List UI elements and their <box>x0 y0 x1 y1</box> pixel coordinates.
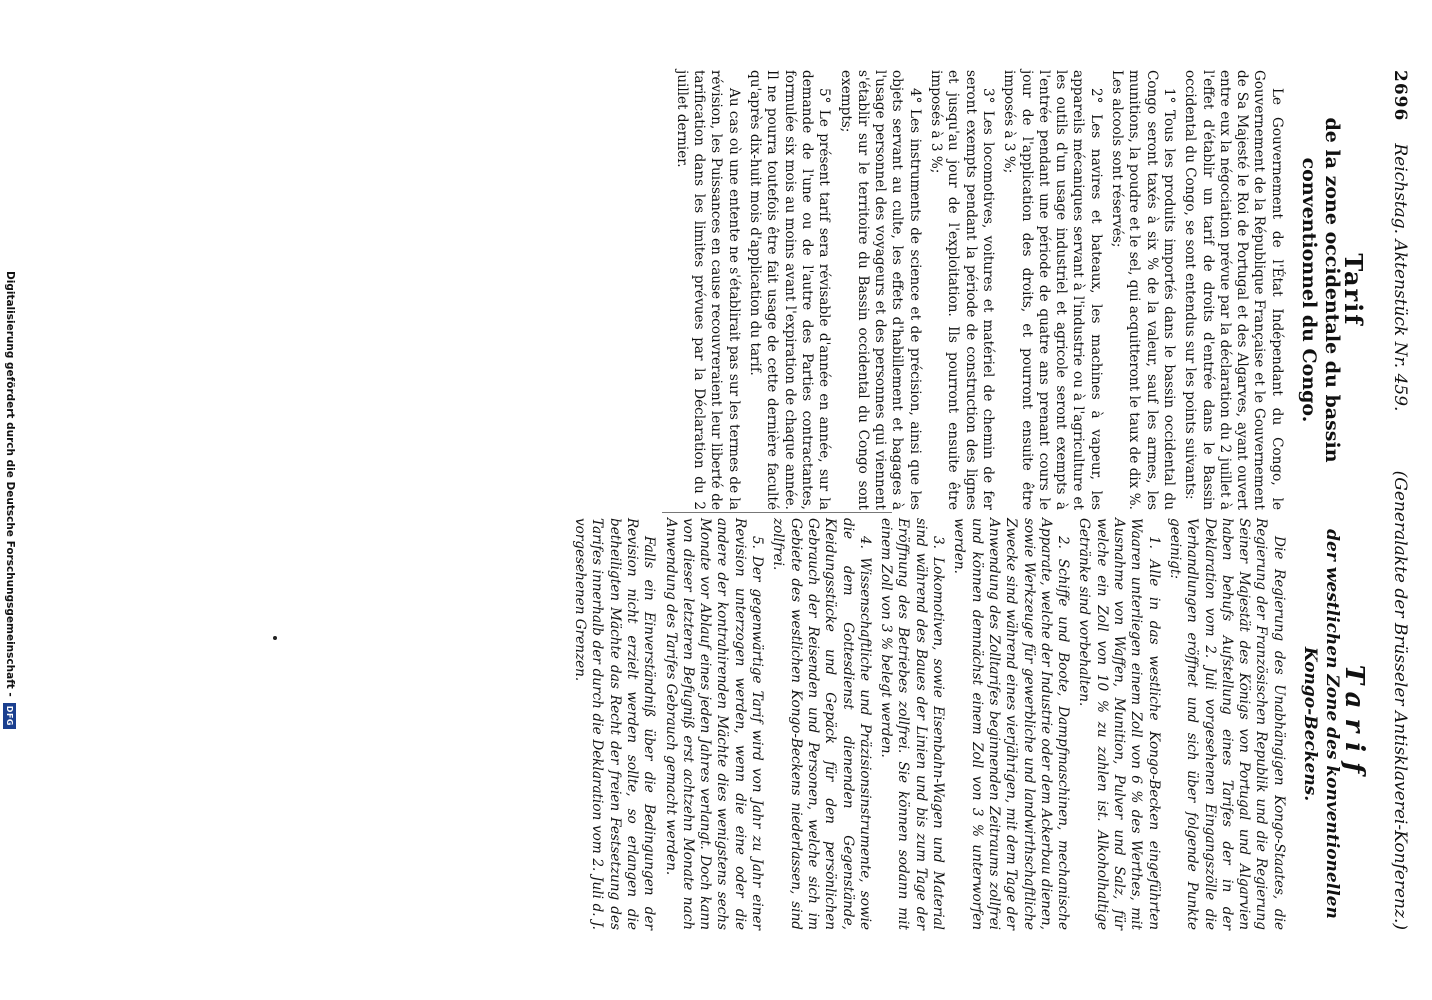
german-subtitle: der westlichen Zone des konventionellen Kongo-Beckens. <box>1299 529 1342 919</box>
german-paragraph: 4. Wissenschaftliche und Präzisionsinstrumente, sowie die dem Gottesdienst dienenden Gegenstände, Kleidungsstücke und Gepäck für den persönlichen Gebrauch der Reisenden und Personen, welche sich im Gebiete des westlichen Kongo-Beckens niederlassen, sind zollfrei. <box>770 518 873 930</box>
conference-title: (Generalakte der Brüsseler Antisklaverei-Konferenz.) <box>1390 470 1410 930</box>
french-title: Tarif <box>1339 253 1368 327</box>
german-paragraph: 1. Alle in das westliche Kongo-Becken eingeführten Waaren unterliegen einem Zoll von 6 % des Werthes, mit Ausnahme von Waffen, Munition, Pulver und Salz, für welche ein Zoll von 10 % zu zahlen ist. Alkoholhaltige Getränke sind vorbehalten. <box>1076 518 1162 930</box>
footer-text: Digitalisierung gefördert durch die Deutsche Forschungsgemeinschaft - <box>4 271 16 697</box>
german-paragraph: Falls ein Einverständniß über die Bedingungen der Revision nicht erzielt werden sollte, so erlangen die betheiligten Mächte das Recht der freien Festsetzung des Tarifes innerhalb der durch die Deklaration vom 2. Juli d. J. vorgesehenen Grenzen. <box>572 518 658 930</box>
german-paragraph: 3. Lokomotiven, sowie Eisenbahn-Wagen und Material sind während des Baues der Linien und bis zum Tage der Eröffnung des Betriebes zollfrei. Sie können sodann mit einem Zoll von 3 % belegt werden. <box>878 518 947 930</box>
french-paragraph: 1° Tous les produits importés dans le bassin occidental du Congo seront taxés à six % de la valeur, sauf les armes, les munitions, la poudre et le sel, qui acquitteront le taux de dix %. Les alcools sont réservés; <box>1109 70 1177 510</box>
french-paragraph: Le Gouvernement de l'État Indépendant du Congo, le Gouvernement de la République Française et le Gouvernement de Sa Majesté le Roi de Portugal et des Algarves, ayant ouvert entre eux la négociation prévue par la déclaration du 2 juillet à l'effet d'établir un tarif de droits d'entrée dans le Bassin occidental du Congo, se sont entendus sur les points suivants: <box>1182 70 1285 510</box>
page-header <box>1390 70 1410 930</box>
german-paragraph: 2. Schiffe und Boote, Dampfmaschinen, mechanische Apparate, welche der Industrie oder dem Ackerbau dienen, sowie Werkzeuge für gewerbliche und landwirthschaftliche Zwecke sind während eines vierjährigen, mit dem Tage der Anwendung des Zolltarifes beginnenden Zeitraums zollfrei und können demnächst einem Zoll von 3 % unterworfen werden. <box>951 518 1072 930</box>
digitization-footer <box>0 0 20 1000</box>
french-paragraph: 2° Les navires et bateaux, les machines à vapeur, les appareils mécaniques servant à l'industrie ou à l'agriculture et les outils d'un usage industriel et agricole seront exempts à l'entrée pendant une période de quatre ans prenant cours le jour de l'application des droits, et pourront ensuite être imposés à 3 %; <box>1001 70 1104 510</box>
scan-speck <box>273 636 277 640</box>
page-number: 2696 <box>1390 70 1410 122</box>
french-paragraph: 4° Les instruments de science et de précision, ainsi que les objets servant au culte, les effets d'habillement et bagages à l'usage personnel des voyageurs et des personnes qui viennent s'établir sur le territoire du Bassin occidental du Congo sont exempts; <box>837 70 923 510</box>
german-column <box>567 518 1369 930</box>
german-title: Tarif <box>1339 664 1369 784</box>
french-paragraph: 3° Les locomotives, voitures et matériel de chemin de fer seront exempts pendant la période de construction des lignes et jusqu'au jour de l'exploitation. Ils pourront ensuite être imposés à 3 %; <box>928 70 996 510</box>
french-paragraph: 5° Le présent tarif sera révisable d'année en année, sur la demande de l'une ou de l'autre des Parties contractantes, formulée six mois au moins avant l'expiration de chaque année. Il ne pourra toutefois être fait usage de cette dernière faculté qu'après dix-huit mois d'application du tarif. <box>747 70 833 510</box>
french-subtitle: de la zone occidentale du bassin conventionnel du Congo. <box>1297 117 1343 463</box>
french-paragraph: Au cas où une entente ne s'établirait pas sur les termes de la révision, les Puissances en cause recouvreraient leur liberté de tarification dans les limites prévues par la Déclaration du 2 juillet dernier. <box>673 70 742 510</box>
german-paragraph: Die Regierung des Unabhängigen Kongo-Staates, die Regierung der Französischen Republik und die Regierung Seiner Majestät des Königs von Portugal und Algarvien haben behufs Aufstellung eines Tarifes der in der Deklaration vom 2. Juli vorgesehenen Eingangszölle die Verhandlungen eröffnet und sich über folgende Punkte geeinigt: <box>1166 518 1287 930</box>
dfg-logo: DFG <box>4 703 17 729</box>
german-paragraph: 5. Der gegenwärtige Tarif wird von Jahr zu Jahr einer Revision unterzogen werden, wenn die eine oder die andere der kontrahirenden Mächte dies wenigstens sechs Monate vor Ablauf eines jeden Jahres verlangt. Doch kann von dieser letzteren Befugniß erst achtzehn Monate nach Anwendung des Tarifes Gebrauch gemacht werden. <box>662 518 766 930</box>
publication-title: Reichstag. Aktenstück Nr. 459. <box>1390 143 1410 412</box>
french-column <box>669 70 1368 510</box>
column-divider <box>662 512 892 513</box>
